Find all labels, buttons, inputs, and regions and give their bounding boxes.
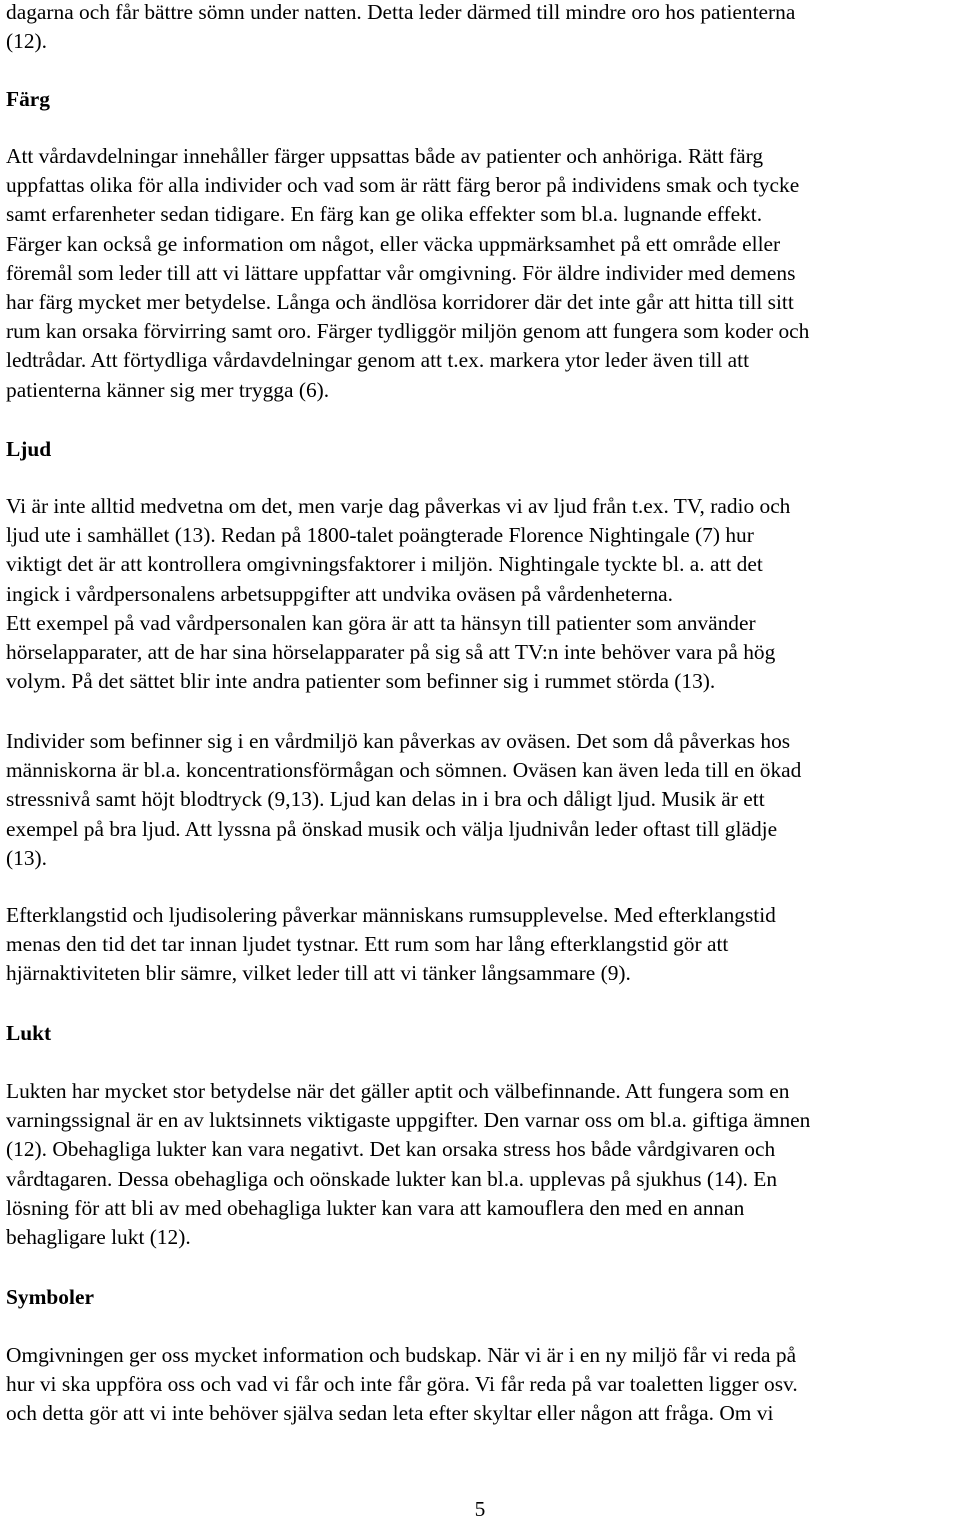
text-line: lösning för att bli av med obehagliga lukter kan vara att kamouflera den med en annan: [6, 1195, 745, 1220]
text-line: stressnivå samt höjt blodtryck (9,13). Ljud kan delas in i bra och dåligt ljud. Musik är ett: [6, 787, 765, 812]
text-line: ledtrådar. Att förtydliga vårdavdelningar genom att t.ex. markera ytor leder även till att: [6, 348, 750, 373]
text-line: hur vi ska uppföra oss och vad vi får och inte får göra. Vi får reda på var toaletten ligger osv.: [6, 1372, 798, 1397]
intro-paragraph: [6, 0, 960, 56]
text-line: volym. På det sättet blir inte andra patienter som befinner sig i rummet störda (13).: [6, 669, 716, 694]
ljud-paragraph-3: [6, 901, 960, 989]
text-line: Omgivningen ger oss mycket information och budskap. När vi är i en ny miljö får vi reda på: [6, 1343, 797, 1367]
text-line: Individer som befinner sig i en vårdmiljö kan påverkas av oväsen. Det som då påverkas hos: [6, 729, 791, 753]
text-line: Lukten har mycket stor betydelse när det gäller aptit och välbefinnande. Att fungera som en: [6, 1079, 790, 1103]
text-line: ingick i vårdpersonalens arbetsuppgifter att undvika oväsen på vårdenheterna.: [6, 581, 674, 606]
text-line: har färg mycket mer betydelse. Långa och ändlösa korridorer där det inte går att hitta till sitt: [6, 290, 794, 315]
text-line: föremål som leder till att vi lättare uppfattar vår omgivning. För äldre individer med demens: [6, 260, 796, 285]
text-line: samt erfarenheter sedan tidigare. En färg kan ge olika effekter som bl.a. lugnande effekt.: [6, 202, 763, 227]
heading-symboler: Symboler: [6, 1285, 94, 1309]
farg-paragraph: [6, 142, 960, 405]
text-line: Att vårdavdelningar innehåller färger uppsattas både av patienter och anhöriga. Rätt färg: [6, 144, 764, 168]
text-line: (13).: [6, 845, 47, 870]
text-line: menas den tid det tar innan ljudet tystnar. Ett rum som har lång efterklangstid gör att: [6, 932, 729, 957]
page-number: 5: [474, 1497, 486, 1521]
text-line: Ett exempel på vad vårdpersonalen kan göra är att ta hänsyn till patienter som använder: [6, 610, 756, 635]
text-line: behagligare lukt (12).: [6, 1225, 191, 1250]
text-line: exempel på bra ljud. Att lyssna på önskad musik och välja ljudnivån leder oftast till glädje: [6, 816, 778, 841]
text-line: rum kan orsaka förvirring samt oro. Färger tydliggör miljön genom att fungera som koder och: [6, 319, 810, 344]
text-line: viktigt det är att kontrollera omgivningsfaktorer i miljön. Nightingale tyckte bl. a. att det: [6, 552, 763, 577]
text-line: hörselapparater, att de har sina hörselapparater på sig så att TV:n inte behöver vara på hög: [6, 640, 776, 665]
text-line: hjärnaktiviteten blir sämre, vilket leder till att vi tänker långsammare (9).: [6, 961, 631, 986]
heading-ljud: Ljud: [6, 437, 52, 461]
text-line: Efterklangstid och ljudisolering påverkar människans rumsupplevelse. Med efterklangstid: [6, 903, 776, 927]
text-line: ljud ute i samhället (13). Redan på 1800-talet poängterade Florence Nightingale (7) hur: [6, 523, 754, 548]
text-line: patienterna känner sig mer trygga (6).: [6, 377, 330, 402]
text-line: (12).: [6, 29, 47, 54]
text-line: uppfattas olika för alla individer och vad som är rätt färg beror på individens smak och tycke: [6, 173, 800, 198]
text-line: Vi är inte alltid medvetna om det, men varje dag påverkas vi av ljud från t.ex. TV, radio och: [6, 494, 791, 518]
symboler-paragraph: [6, 1341, 960, 1429]
heading-lukt: Lukt: [6, 1021, 52, 1045]
heading-farg: Färg: [6, 87, 50, 111]
text-line: vårdtagaren. Dessa obehagliga och oönskade lukter kan bl.a. upplevas på sjukhus (14). En: [6, 1166, 778, 1191]
lukt-paragraph: [6, 1077, 960, 1252]
text-line: varningssignal är en av luktsinnets viktigaste uppgifter. Den varnar oss om bl.a. giftiga ämnen: [6, 1108, 811, 1133]
text-line: Färger kan också ge information om något, eller väcka uppmärksamhet på ett område eller: [6, 231, 781, 256]
ljud-paragraph-2: [6, 727, 960, 873]
text-line: (12). Obehagliga lukter kan vara negativt. Det kan orsaka stress hos både vårdgivaren och: [6, 1137, 776, 1162]
text-line: dagarna och får bättre sömn under natten. Detta leder därmed till mindre oro hos patienterna: [6, 0, 796, 24]
text-line: människorna är bl.a. koncentrationsförmågan och sömnen. Oväsen kan även leda till en ökad: [6, 758, 802, 783]
ljud-paragraph-1: [6, 492, 960, 696]
text-line: och detta gör att vi inte behöver själva sedan leta efter skyltar eller någon att fråga. Om vi: [6, 1401, 774, 1426]
